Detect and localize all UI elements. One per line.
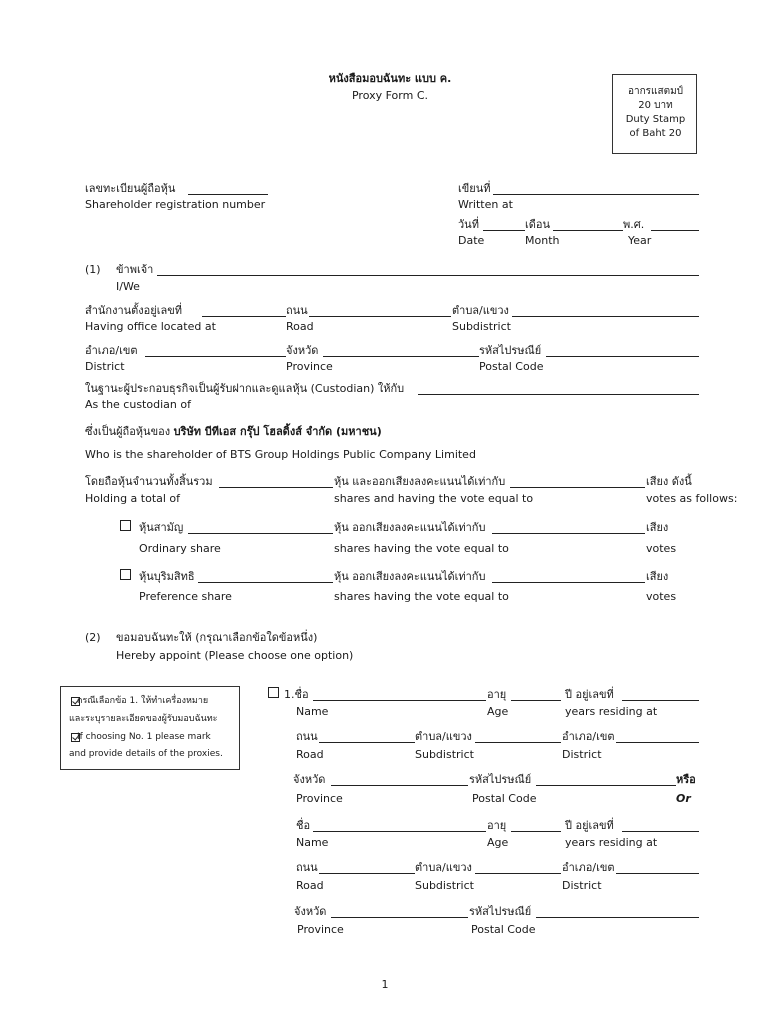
- district-field[interactable]: [145, 356, 286, 357]
- proxy-instruction-note: [60, 686, 240, 770]
- proxy2-province-field[interactable]: [331, 917, 468, 918]
- month-label-th: เดือน: [525, 218, 551, 231]
- postal-code-field[interactable]: [546, 356, 699, 357]
- shareholder-prefix-en: Who is the shareholder of: [85, 448, 227, 461]
- duty-stamp-box: [612, 74, 697, 154]
- company-name-en: BTS Group Holdings Public Company Limited: [230, 448, 476, 461]
- note-line-3: If choosing No. 1 please mark: [69, 733, 80, 744]
- iwe-label-th: ข้าพเจ้า: [116, 263, 154, 276]
- proxy2-name-label-en: Name: [296, 836, 329, 849]
- holding-label-th: โดยถือหุ้นจำนวนทั้งสิ้นรวม: [85, 475, 213, 488]
- preference-label-th: หุ้นบุริมสิทธิ: [139, 570, 195, 583]
- proxy1-postal-label-th: รหัสไปรษณีย์: [469, 773, 532, 786]
- proxy1-district-field[interactable]: [616, 742, 699, 743]
- checkmark-icon: [71, 733, 80, 742]
- proxy2-subdistrict-label-en: Subdistrict: [415, 879, 474, 892]
- proxy1-subdistrict-label-en: Subdistrict: [415, 748, 474, 761]
- shares-vote-label-th: หุ้น และออกเสียงลงคะแนนได้เท่ากับ: [334, 475, 506, 488]
- stamp-line-1: อากรแสตมป์: [627, 86, 684, 97]
- proxy2-district-label-th: อำเภอ/เขต: [562, 861, 615, 874]
- reg-number-field[interactable]: [188, 194, 268, 195]
- appoint-label-th: ขอมอบฉันทะให้ (กรุณาเลือกข้อใดข้อหนึ่ง): [116, 631, 318, 644]
- year-label-en: Year: [628, 234, 652, 247]
- shares-vote-label-en: shares and having the vote equal to: [334, 492, 534, 505]
- proxy1-postal-field[interactable]: [536, 785, 676, 786]
- proxy1-province-field[interactable]: [331, 785, 468, 786]
- iwe-label-en: I/We: [116, 280, 140, 293]
- proxy2-district-field[interactable]: [616, 873, 699, 874]
- note-line-1: กรณีเลือกข้อ 1. ให้ทำเครื่องหมาย: [69, 697, 80, 708]
- proxy2-subdistrict-field[interactable]: [475, 873, 561, 874]
- proxy1-subdistrict-label-th: ตำบล/แขวง: [415, 730, 472, 743]
- proxy2-district-label-en: District: [562, 879, 602, 892]
- proxy1-postal-label-en: Postal Code: [472, 792, 537, 805]
- note-line-2: และระบุรายละเอียดของผู้รับมอบฉันทะ: [69, 714, 218, 724]
- office-label-en: Having office located at: [85, 320, 216, 333]
- votes-follows-label-en: votes as follows:: [646, 492, 738, 505]
- proxy2-province-label-th: จังหวัด: [294, 905, 327, 918]
- custodian-label-en: As the custodian of: [85, 398, 191, 411]
- proxy2-age-label-th: อายุ: [487, 819, 507, 832]
- form-title-english: Proxy Form C.: [351, 89, 428, 102]
- shareholder-prefix-th: ซึ่งเป็นผู้ถือหุ้นของ: [85, 425, 171, 438]
- ordinary-share-checkbox[interactable]: [120, 520, 131, 531]
- votes-follows-label-th: เสียง ดังนี้: [646, 475, 692, 488]
- proxy1-subdistrict-field[interactable]: [475, 742, 561, 743]
- appoint-label-en: Hereby appoint (Please choose one option): [116, 649, 354, 662]
- preference-vote-label-en: shares having the vote equal to: [334, 590, 509, 603]
- ordinary-votes-field[interactable]: [492, 533, 645, 534]
- section-2-number: (2): [85, 631, 101, 644]
- written-label-en: Written at: [458, 198, 513, 211]
- ordinary-label-th: หุ้นสามัญ: [139, 521, 184, 534]
- proxy1-province-label-th: จังหวัด: [293, 773, 326, 786]
- subdistrict-label-en: Subdistrict: [452, 320, 511, 333]
- proxy2-years-label-en: years residing at: [565, 836, 658, 849]
- proxy1-district-label-th: อำเภอ/เขต: [562, 730, 615, 743]
- year-label-th: พ.ศ.: [623, 218, 645, 231]
- ordinary-shares-field[interactable]: [188, 533, 333, 534]
- preference-share-checkbox[interactable]: [120, 569, 131, 580]
- note-line-4: and provide details of the proxies.: [69, 749, 223, 759]
- proxy1-province-label-en: Province: [296, 792, 343, 805]
- holding-label-en: Holding a total of: [85, 492, 181, 505]
- proxy1-district-label-en: District: [562, 748, 602, 761]
- ordinary-votes-label-en: votes: [646, 542, 677, 555]
- ordinary-label-en: Ordinary share: [139, 542, 221, 555]
- proxy2-years-label-th: ปี อยู่เลขที่: [565, 819, 614, 832]
- preference-votes-field[interactable]: [492, 582, 645, 583]
- proxy2-age-field[interactable]: [511, 831, 561, 832]
- preference-votes-label-th: เสียง: [646, 570, 669, 583]
- or-label-th: หรือ: [676, 773, 696, 786]
- total-shares-field[interactable]: [219, 487, 333, 488]
- subdistrict-label-th: ตำบล/แขวง: [452, 304, 509, 317]
- proxy1-age-label-th: อายุ: [487, 688, 507, 701]
- proxy1-address-field[interactable]: [622, 700, 699, 701]
- proxy2-road-label-th: ถนน: [296, 861, 318, 874]
- stamp-line-3: Duty Stamp: [625, 114, 686, 125]
- proxy2-postal-field[interactable]: [536, 917, 699, 918]
- province-field[interactable]: [323, 356, 479, 357]
- written-label-th: เขียนที่: [458, 182, 491, 195]
- company-name-th: บริษัท บีทีเอส กรุ๊ป โฮลดิ้งส์ จำกัด (มหาชน): [173, 425, 382, 438]
- proxy2-postal-label-th: รหัสไปรษณีย์: [469, 905, 532, 918]
- checkmark-icon: [71, 697, 80, 706]
- proxy1-road-label-en: Road: [296, 748, 324, 761]
- subdistrict-field[interactable]: [512, 316, 699, 317]
- proxy1-name-field[interactable]: [313, 700, 486, 701]
- month-label-en: Month: [525, 234, 560, 247]
- office-label-th: สำนักงานตั้งอยู่เลขที่: [85, 304, 182, 317]
- page-number: 1: [381, 978, 389, 991]
- stamp-line-4: of Baht 20: [629, 128, 682, 139]
- date-label-en: Date: [458, 234, 485, 247]
- district-label-th: อำเภอ/เขต: [85, 344, 138, 357]
- reg-label-th: เลขทะเบียนผู้ถือหุ้น: [85, 182, 176, 195]
- proxy2-subdistrict-label-th: ตำบล/แขวง: [415, 861, 472, 874]
- month-field[interactable]: [553, 230, 623, 231]
- reg-label-en: Shareholder registration number: [85, 198, 266, 211]
- proxy1-name-label-th: 1.ชื่อ: [284, 688, 309, 701]
- proxy2-postal-label-en: Postal Code: [471, 923, 536, 936]
- iwe-field[interactable]: [157, 275, 699, 276]
- proxy1-name-label-en: Name: [296, 705, 329, 718]
- proxy2-address-field[interactable]: [622, 831, 699, 832]
- proxy1-years-label-th: ปี อยู่เลขที่: [565, 688, 614, 701]
- proxy1-years-label-en: years residing at: [565, 705, 658, 718]
- proxy2-road-label-en: Road: [296, 879, 324, 892]
- postal-label-en: Postal Code: [479, 360, 544, 373]
- proxy2-province-label-en: Province: [297, 923, 344, 936]
- road-label-en: Road: [286, 320, 314, 333]
- form-title-thai: หนังสือมอบฉันทะ แบบ ค.: [328, 72, 452, 85]
- proxy1-road-field[interactable]: [319, 742, 415, 743]
- proxy-option-1-checkbox[interactable]: [268, 687, 279, 698]
- or-label-en: Or: [676, 792, 691, 805]
- proxy2-road-field[interactable]: [319, 873, 415, 874]
- ordinary-vote-label-th: หุ้น ออกเสียงลงคะแนนได้เท่ากับ: [334, 521, 486, 534]
- preference-shares-field[interactable]: [198, 582, 333, 583]
- proxy1-age-label-en: Age: [487, 705, 509, 718]
- office-number-field[interactable]: [202, 316, 286, 317]
- proxy1-age-field[interactable]: [511, 700, 561, 701]
- proxy2-name-field[interactable]: [313, 831, 486, 832]
- preference-votes-label-en: votes: [646, 590, 677, 603]
- preference-label-en: Preference share: [139, 590, 232, 603]
- total-votes-field[interactable]: [510, 487, 645, 488]
- custodian-field[interactable]: [418, 394, 699, 395]
- shareholder-of-en: [85, 449, 476, 460]
- ordinary-vote-label-en: shares having the vote equal to: [334, 542, 509, 555]
- proxy2-age-label-en: Age: [487, 836, 509, 849]
- section-1-number: (1): [85, 263, 101, 276]
- preference-vote-label-th: หุ้น ออกเสียงลงคะแนนได้เท่ากับ: [334, 570, 486, 583]
- proxy2-name-label-th: ชื่อ: [296, 819, 311, 832]
- year-field[interactable]: [651, 230, 699, 231]
- postal-label-th: รหัสไปรษณีย์: [479, 344, 542, 357]
- road-label-th: ถนน: [286, 304, 308, 317]
- stamp-line-2: 20 บาท: [638, 100, 673, 111]
- date-field[interactable]: [483, 230, 525, 231]
- ordinary-votes-label-th: เสียง: [646, 521, 669, 534]
- written-at-field[interactable]: [493, 194, 699, 195]
- proxy1-road-label-th: ถนน: [296, 730, 318, 743]
- road-field[interactable]: [309, 316, 451, 317]
- province-label-en: Province: [286, 360, 333, 373]
- district-label-en: District: [85, 360, 125, 373]
- shareholder-of-th: [85, 426, 382, 437]
- custodian-label-th: ในฐานะผู้ประกอบธุรกิจเป็นผู้รับฝากและดูแลหุ้น (Custodian) ให้กับ: [85, 382, 405, 395]
- date-label-th: วันที่: [458, 218, 479, 231]
- province-label-th: จังหวัด: [286, 344, 319, 357]
